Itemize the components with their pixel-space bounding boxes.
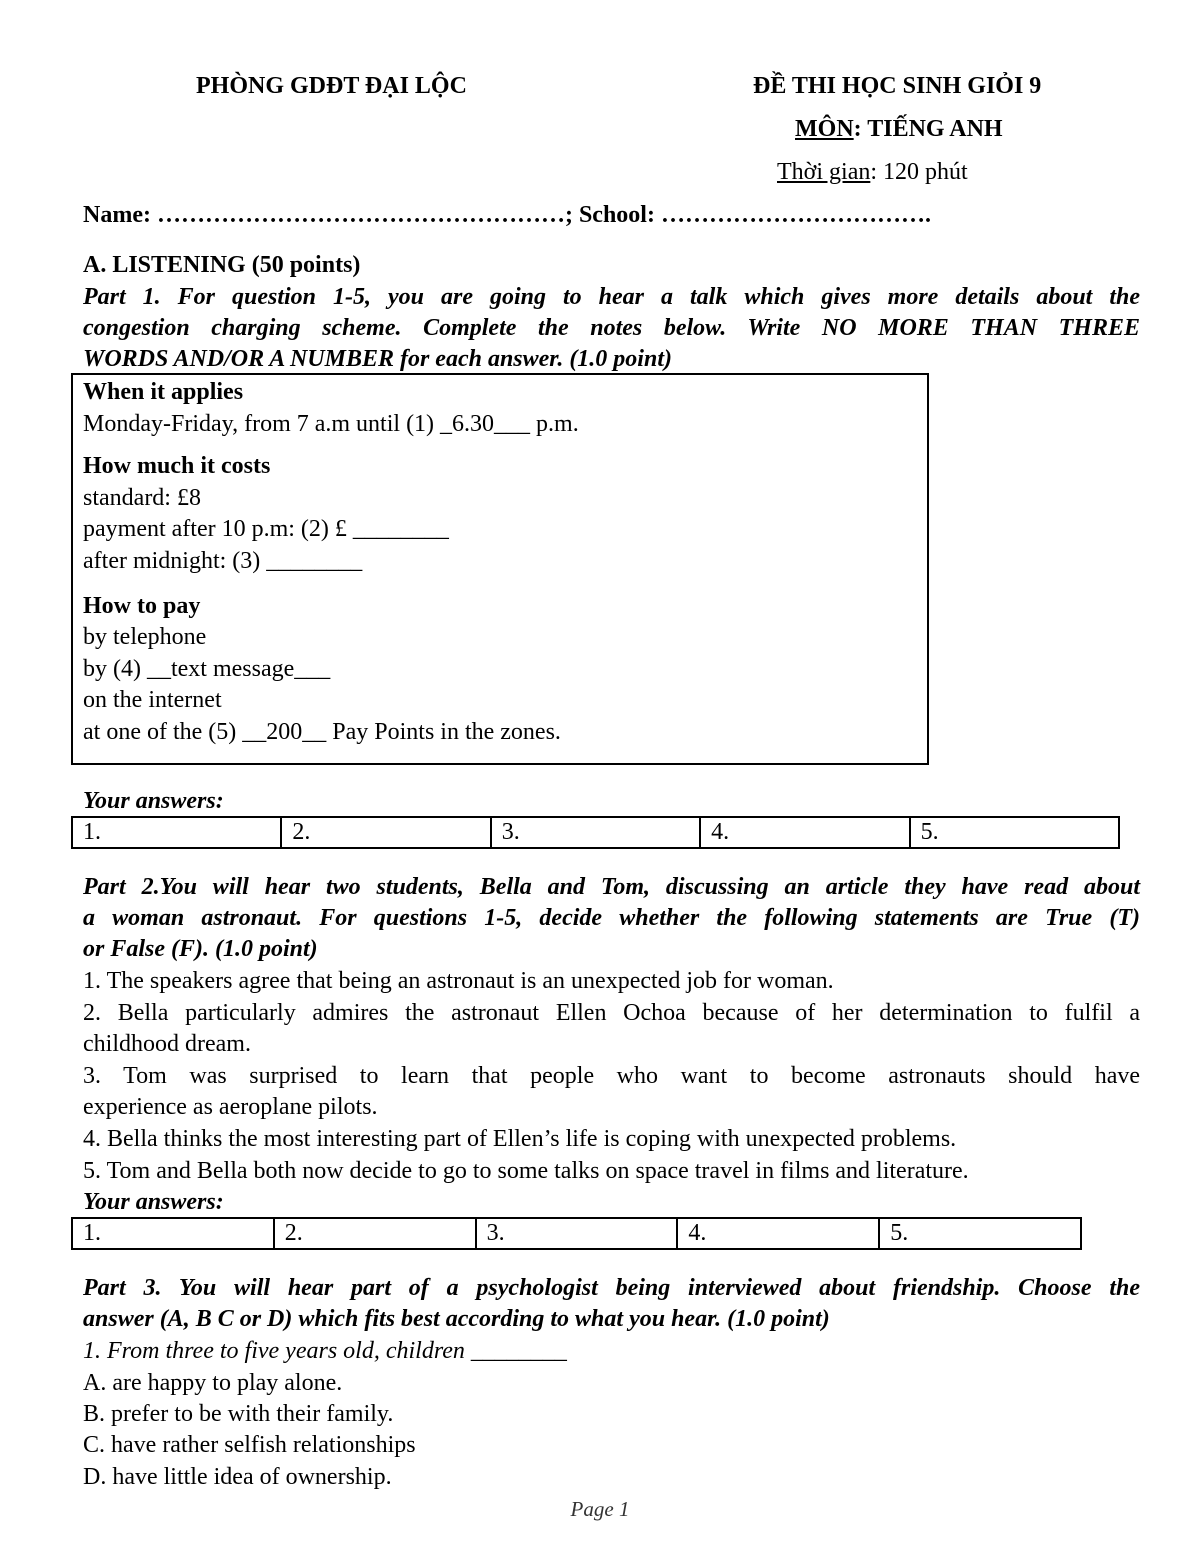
notes-line: at one of the (5) __200__ Pay Points in the zones. — [83, 719, 561, 745]
answers-label: Your answers: — [83, 1189, 224, 1215]
part2-answer-table — [71, 1217, 1082, 1250]
notes-heading: How much it costs — [83, 453, 271, 479]
exam-title: ĐỀ THI HỌC SINH GIỎI 9 — [753, 73, 1042, 99]
subject-line — [795, 114, 1003, 145]
statement: 5. Tom and Bella both now decide to go to some talks on space travel in films and literature. — [83, 1158, 969, 1184]
option-d: D. have little idea of ownership. — [83, 1464, 392, 1490]
option-a: A. are happy to play alone. — [83, 1370, 343, 1396]
answer-cell[interactable]: 5. — [879, 1218, 1081, 1249]
statement: 1. The speakers agree that being an astronaut is an unexpected job for woman. — [83, 968, 834, 994]
part3-instruction-line: Part 3. You will hear part of a psychologist being interviewed about friendship. Choose the — [83, 1275, 1140, 1301]
time-line — [777, 157, 968, 188]
header-department: PHÒNG GDĐT ĐẠI LỘC — [196, 73, 467, 99]
name-school-line: Name: ……………………………………………; School: ……………………………. — [83, 202, 931, 228]
statement: 3. Tom was surprised to learn that people who want to become astronauts should have — [83, 1063, 1140, 1089]
answer-cell[interactable]: 4. — [677, 1218, 879, 1249]
question: 1. From three to five years old, children ________ — [83, 1338, 567, 1364]
answer-cell[interactable]: 2. — [281, 817, 490, 848]
answer-cell[interactable]: 1. — [72, 817, 281, 848]
page-number: Page 1 — [570, 1497, 630, 1521]
subject-label: MÔN — [795, 116, 854, 142]
notes-heading: How to pay — [83, 593, 201, 619]
statement: 2. Bella particularly admires the astronaut Ellen Ochoa because of her determination to fulfil a — [83, 1000, 1140, 1026]
part2-instruction-line: or False (F). (1.0 point) — [83, 936, 318, 962]
answer-cell[interactable]: 4. — [700, 817, 909, 848]
notes-line: by telephone — [83, 624, 207, 650]
section-a-title: A. LISTENING (50 points) — [83, 252, 361, 278]
subject-value: : TIẾNG ANH — [853, 116, 1003, 142]
answer-cell[interactable]: 1. — [72, 1218, 274, 1249]
answer-cell[interactable]: 5. — [910, 817, 1119, 848]
part3-instruction-line: answer (A, B C or D) which fits best according to what you hear. (1.0 point) — [83, 1306, 830, 1332]
notes-line: standard: £8 — [83, 485, 201, 511]
answer-cell[interactable]: 3. — [476, 1218, 678, 1249]
part1-instruction-line: WORDS AND/OR A NUMBER for each answer. (1.0 point) — [83, 346, 672, 372]
notes-line: by (4) __text message___ — [83, 656, 331, 682]
statement-continued: childhood dream. — [83, 1031, 251, 1057]
notes-line: on the internet — [83, 687, 222, 713]
part1-instruction-line: congestion charging scheme. Complete the notes below. Write NO MORE THAN THREE — [83, 315, 1140, 341]
part1-answer-table — [71, 816, 1120, 849]
answers-label: Your answers: — [83, 788, 224, 814]
answer-cell[interactable]: 2. — [274, 1218, 476, 1249]
answer-cell[interactable]: 3. — [491, 817, 700, 848]
notes-heading: When it applies — [83, 379, 244, 405]
notes-line: after midnight: (3) ________ — [83, 548, 363, 574]
part2-instruction-line: a woman astronaut. For questions 1-5, decide whether the following statements are True (T) — [83, 905, 1140, 931]
notes-line: payment after 10 p.m: (2) £ ________ — [83, 516, 449, 542]
part1-instruction-line: Part 1. For question 1-5, you are going to hear a talk which gives more details about the — [83, 284, 1140, 310]
time-value: : 120 phút — [870, 159, 968, 185]
statement: 4. Bella thinks the most interesting part of Ellen’s life is coping with unexpected problems. — [83, 1126, 957, 1152]
time-label: Thời gian — [777, 159, 871, 185]
part2-instruction-line: Part 2.You will hear two students, Bella and Tom, discussing an article they have read about — [83, 874, 1140, 900]
table-row — [72, 1218, 1081, 1249]
option-c: C. have rather selfish relationships — [83, 1432, 416, 1458]
notes-line: Monday-Friday, from 7 a.m until (1) _6.30___ p.m. — [83, 411, 579, 437]
table-row — [72, 817, 1119, 848]
statement-continued: experience as aeroplane pilots. — [83, 1094, 378, 1120]
option-b: B. prefer to be with their family. — [83, 1401, 394, 1427]
